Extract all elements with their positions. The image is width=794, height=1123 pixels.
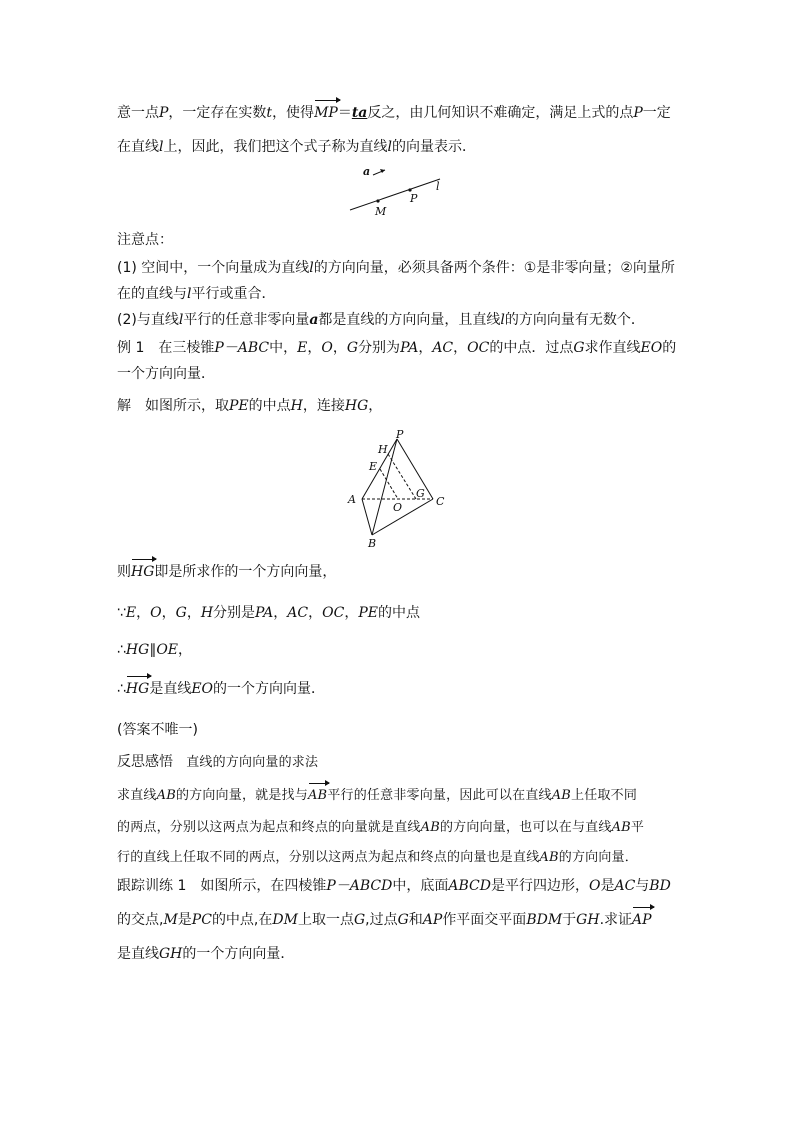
reflection-title: 反思感悟 [117, 754, 173, 770]
math: AP [422, 912, 443, 928]
text: 中，底面 [392, 878, 449, 894]
text: 平行或重合． [191, 286, 276, 302]
text: 上取一点 [297, 912, 354, 928]
step-1 [117, 562, 336, 582]
text: (2)与直线 [117, 312, 179, 328]
vector-mp: MP [314, 105, 338, 121]
text: ，一定存在实数 [168, 105, 267, 121]
math: GH [159, 946, 183, 962]
text: 是直线 [117, 946, 159, 962]
text: 的方向向量有无数个． [504, 312, 645, 328]
text: 求作直线 [584, 340, 641, 356]
text: 即是所求作的一个方向向量， [154, 564, 337, 580]
math: l [387, 139, 392, 155]
text: ， [418, 340, 433, 356]
para-line-2 [117, 137, 476, 157]
math: PC [191, 912, 212, 928]
text: ， [344, 605, 359, 621]
math: AC [287, 605, 309, 621]
text: 的 [662, 340, 677, 356]
math: AC [432, 340, 454, 356]
math: G [175, 605, 187, 621]
math: EO [191, 681, 214, 697]
math: l [178, 312, 184, 328]
label-g: G [416, 487, 425, 500]
math: H [200, 605, 214, 621]
reflection-heading [117, 752, 318, 773]
math: O [321, 340, 333, 356]
text: 行的直线上任取不同的两点，分别以这两点为起点和终点的向量也是直线 [117, 850, 540, 865]
math: HG [344, 398, 369, 414]
segment-hg [388, 454, 416, 499]
math: PE [229, 398, 249, 414]
text: ， [273, 605, 288, 621]
text: ， [178, 642, 193, 658]
math: BD [649, 878, 671, 894]
math: OC [467, 340, 490, 356]
math: OC [322, 605, 345, 621]
math: G [346, 340, 359, 356]
text: ＝ [337, 105, 352, 121]
text: 如图所示，在四棱锥 [186, 878, 327, 894]
text: 于 [562, 912, 577, 928]
math: AB [551, 788, 572, 803]
text: 平行的任意非零向量 [183, 312, 310, 328]
math: M [163, 912, 178, 928]
math: PA [400, 340, 419, 356]
label-b: B [368, 537, 377, 550]
text: 求直线 [117, 788, 157, 803]
text: 是 [177, 912, 192, 928]
label-m: M [375, 205, 387, 218]
text: 的方向向量，就是找与 [175, 788, 308, 803]
math: H [290, 398, 303, 414]
math: E [297, 340, 308, 356]
label-o: O [393, 501, 403, 514]
math: P－ABC [214, 340, 270, 356]
text: 的方向向量，也可以在与直线 [439, 820, 612, 835]
text: 是 [600, 878, 615, 894]
tetrahedron-figure [340, 425, 460, 550]
text: 的中点 [377, 605, 420, 621]
text: 都是直线的方向向量，且直线 [318, 312, 501, 328]
label-p: P [410, 192, 418, 205]
math: G [573, 340, 585, 356]
math: AB [420, 820, 440, 835]
math: BDM [526, 912, 563, 928]
math: AC [614, 878, 636, 894]
math: t [266, 105, 273, 121]
training-line-3 [117, 944, 294, 964]
math: AB [539, 850, 559, 865]
math: ABCD [448, 878, 491, 894]
math: l [187, 286, 192, 302]
text: 意一点 [117, 105, 159, 121]
math: P [159, 105, 169, 121]
math: AB [156, 788, 176, 803]
label-p: P [396, 428, 404, 441]
text: ， [332, 340, 347, 356]
text: 平行的任意非零向量，因此可以在直线 [327, 788, 552, 803]
text: 与 [635, 878, 650, 894]
example-1-line-1 [117, 338, 676, 358]
therefore-symbol: ∴ [117, 681, 126, 697]
math: AB [611, 820, 631, 835]
line-figure [340, 160, 460, 220]
text: ， [161, 605, 176, 621]
training-line-1 [117, 876, 671, 896]
step-2 [117, 603, 420, 623]
because-symbol: ∵ [117, 605, 126, 621]
text: 的交点, [117, 912, 164, 928]
label-a: a [363, 165, 371, 178]
math: E [125, 605, 137, 621]
step-3 [117, 640, 192, 660]
math: O [588, 878, 601, 894]
math: P [633, 105, 643, 121]
solution-label: 解 [117, 398, 131, 414]
math: HG [125, 642, 150, 658]
math: G [353, 912, 366, 928]
note-title: 注意点： [117, 232, 173, 248]
text: 和 [408, 912, 423, 928]
therefore-symbol: ∴ [117, 642, 126, 658]
text: 的两点，分别以这两点为起点和终点的向量就是直线 [117, 820, 421, 835]
text: 是直线 [149, 681, 192, 697]
label-e: E [369, 460, 378, 473]
edge-bc [372, 499, 433, 535]
text: 在的直线与 [117, 286, 187, 302]
edge-ab [362, 499, 372, 535]
text: .求证 [599, 912, 633, 928]
vector-hg: HG [125, 681, 150, 697]
text: ， [186, 605, 201, 621]
text: 的方向向量． [558, 850, 638, 865]
math: ta [351, 105, 368, 121]
text: ,过点 [365, 912, 398, 928]
text: 上，因此，我们把这个式子称为直线 [163, 139, 388, 155]
label-a: A [348, 493, 356, 506]
vector-ab: AB [308, 786, 327, 806]
example-1-line-2: 一个方向向量． [117, 366, 215, 382]
reflection-line-1 [117, 786, 637, 806]
text: ，使得 [272, 105, 315, 121]
text: ， [368, 398, 383, 414]
math: O [150, 605, 162, 621]
text: 则 [117, 564, 131, 580]
step-4 [117, 679, 325, 699]
math: EO [640, 340, 663, 356]
text: 的一个方向向量． [213, 681, 326, 697]
text: 的中点,在 [211, 912, 273, 928]
note-1-line-2 [117, 284, 275, 304]
text: 分别是 [213, 605, 256, 621]
label-c: C [436, 495, 445, 508]
text: 的一个方向向量． [182, 946, 295, 962]
text: 平 [630, 820, 645, 835]
text: 如图所示，取 [131, 398, 229, 414]
math: P－ABCD [326, 878, 393, 894]
math: DM [272, 912, 298, 928]
training-line-2 [117, 910, 652, 930]
text: ， [136, 605, 151, 621]
math: OE [156, 642, 179, 658]
math: l [500, 312, 505, 328]
text: 是平行四边形， [490, 878, 589, 894]
reflection-line-2 [117, 818, 644, 838]
math: l [309, 260, 314, 276]
point-m [376, 199, 379, 202]
text: 的中点 [248, 398, 291, 414]
math: G [397, 912, 409, 928]
para-line-1 [117, 103, 671, 123]
text: 的向量表示． [391, 139, 476, 155]
answer-note: (答案不唯一) [117, 722, 198, 738]
text: ， [307, 340, 322, 356]
text: 的中点．过点 [489, 340, 574, 356]
label-l: l [436, 180, 440, 193]
text: 中， [269, 340, 298, 356]
parallel-symbol: ∥ [149, 642, 157, 658]
text: ， [308, 605, 323, 621]
math: GH [576, 912, 600, 928]
text: 一定 [642, 105, 671, 121]
example-label: 例 1 [117, 340, 145, 356]
label-h: H [378, 443, 388, 456]
note-2 [117, 310, 645, 330]
text: ，连接 [302, 398, 345, 414]
vector-hg: HG [131, 564, 155, 580]
math: l [159, 139, 164, 155]
line-l [350, 179, 440, 210]
math: PE [358, 605, 378, 621]
text: 反之，由几何知识不难确定，满足上式的点 [367, 105, 634, 121]
text: (1) 空间中，一个向量成为直线 [117, 260, 310, 276]
text: 上任取不同 [571, 788, 638, 803]
reflection-topic: 直线的方向向量的求法 [173, 755, 319, 770]
vector-ap: AP [632, 912, 652, 928]
arrowhead [380, 169, 385, 173]
text: 的方向向量，必须具备两个条件：①是非零向量；②向量所 [313, 260, 675, 276]
solution-line [117, 396, 382, 416]
reflection-line-3 [117, 848, 638, 868]
math: a [309, 312, 319, 328]
text: 在直线 [117, 139, 159, 155]
training-label: 跟踪训练 1 [117, 878, 187, 894]
text: ， [453, 340, 468, 356]
math: PA [255, 605, 274, 621]
edge-pc [397, 439, 433, 499]
note-1-line-1 [117, 258, 675, 278]
text: 分别为 [358, 340, 401, 356]
text: 作平面交平面 [442, 912, 527, 928]
text: 在三棱锥 [144, 340, 215, 356]
